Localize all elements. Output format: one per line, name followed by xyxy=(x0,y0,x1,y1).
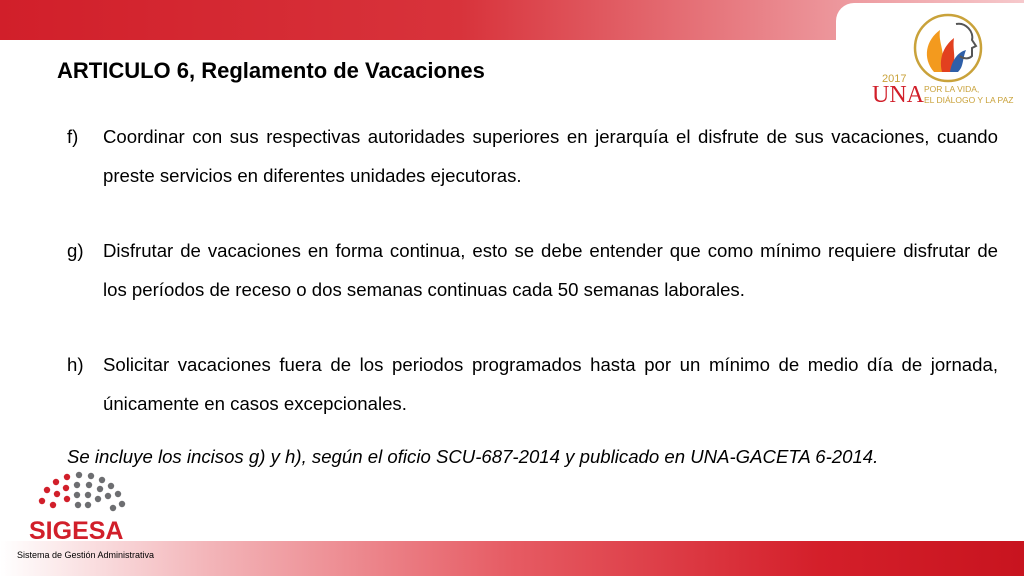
item-text: Solicitar vacaciones fuera de los periodos programados hasta por un mínimo de medio día de jornada, únicamente en casos excepcionales. xyxy=(103,354,998,414)
logo-flame-orange xyxy=(927,30,943,72)
list-item-h xyxy=(67,345,998,423)
footnote: Se incluye los incisos g) y h), según el oficio SCU-687-2014 y publicado en UNA-GACETA 6-2014. xyxy=(67,446,879,467)
logo-line1: POR LA VIDA, xyxy=(924,84,980,94)
una-2017-logo xyxy=(860,10,1020,110)
item-text: Disfrutar de vacaciones en forma continua, esto se debe entender que como mínimo requiere disfrutar de los períodos de receso o dos semanas continuas cada 50 semanas laborales. xyxy=(103,240,998,300)
item-text: Coordinar con sus respectivas autoridades superiores en jerarquía el disfrute de sus vacaciones, cuando preste servicios en diferentes unidades ejecutoras. xyxy=(103,126,998,186)
list-item-f xyxy=(67,117,998,195)
item-letter: f) xyxy=(67,126,79,147)
logo-una-text: UNA xyxy=(872,82,924,108)
sigesa-dots xyxy=(39,472,125,511)
logo-year: 2017 xyxy=(882,73,907,85)
item-letter: g) xyxy=(67,240,84,261)
logo-line2: EL DIÁLOGO Y LA PAZ xyxy=(924,95,1014,105)
slide-title: ARTICULO 6, Reglamento de Vacaciones xyxy=(57,58,485,83)
sigesa-name: SIGESA xyxy=(29,517,124,545)
item-letter: h) xyxy=(67,354,84,375)
list-item-g xyxy=(67,231,998,309)
sigesa-subtitle: Sistema de Gestión Administrativa xyxy=(17,550,155,560)
sigesa-logo xyxy=(9,468,179,568)
logo-profile xyxy=(956,24,976,59)
